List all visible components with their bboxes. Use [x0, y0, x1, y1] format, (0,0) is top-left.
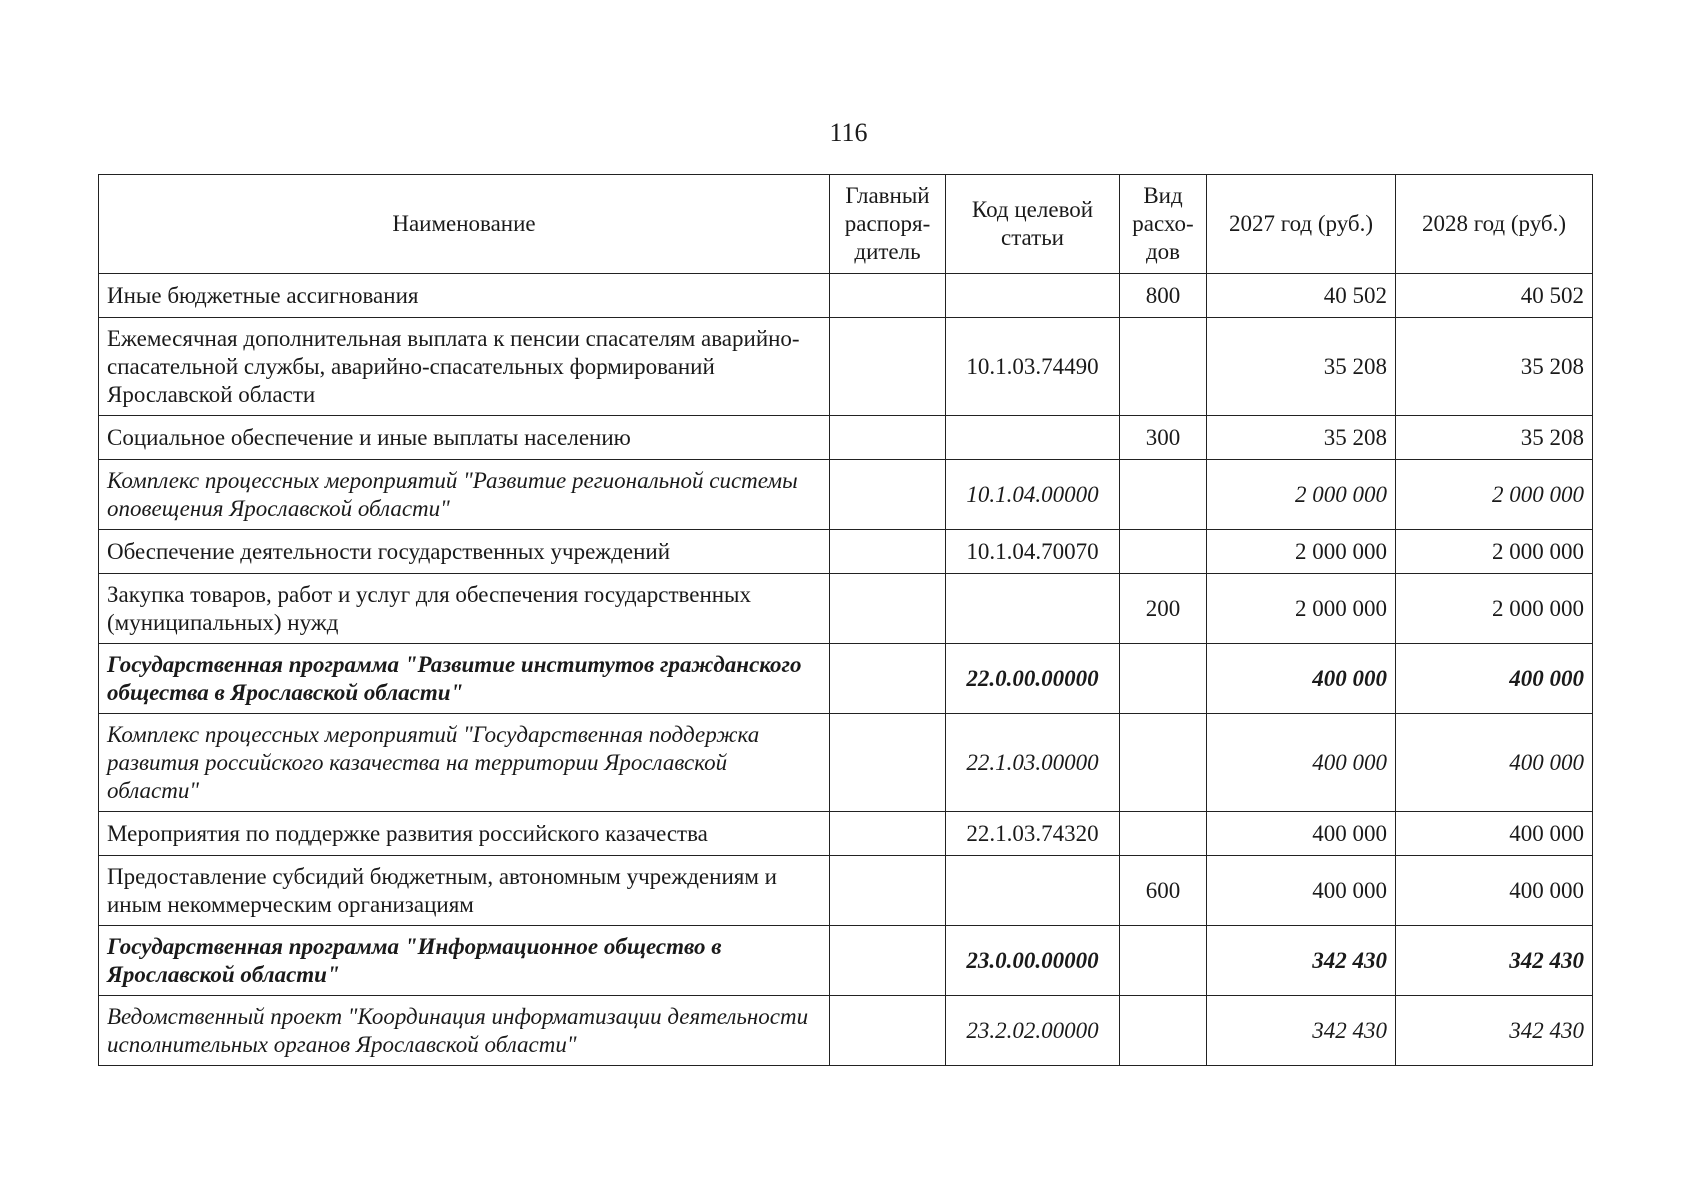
- row-expense-type: 800: [1120, 274, 1207, 318]
- table-header-row: [99, 175, 1593, 274]
- table-row: [99, 714, 1593, 812]
- row-name: Обеспечение деятельности государственных учреждений: [99, 530, 830, 574]
- row-amount-2027: 2 000 000: [1207, 460, 1396, 530]
- row-name: Комплекс процессных мероприятий "Государственная поддержка развития российского казачества на территории Ярославской области": [99, 714, 830, 812]
- row-expense-type: [1120, 996, 1207, 1066]
- table-row: [99, 416, 1593, 460]
- table-row: [99, 274, 1593, 318]
- row-name: Предоставление субсидий бюджетным, автономным учреждениям и иным некоммерческим организациям: [99, 856, 830, 926]
- row-amount-2027: 35 208: [1207, 318, 1396, 416]
- row-amount-2027: 2 000 000: [1207, 574, 1396, 644]
- row-amount-2028: 342 430: [1396, 926, 1593, 996]
- row-expense-type: [1120, 460, 1207, 530]
- row-expense-type: [1120, 318, 1207, 416]
- row-target-code: 10.1.03.74490: [946, 318, 1120, 416]
- row-target-code: [946, 416, 1120, 460]
- row-name: Мероприятия по поддержке развития российского казачества: [99, 812, 830, 856]
- row-name: Закупка товаров, работ и услуг для обеспечения государственных (муниципальных) нужд: [99, 574, 830, 644]
- row-main-manager: [830, 460, 946, 530]
- table-row: [99, 318, 1593, 416]
- row-main-manager: [830, 530, 946, 574]
- row-target-code: [946, 274, 1120, 318]
- row-amount-2028: 342 430: [1396, 996, 1593, 1066]
- row-target-code: 23.2.02.00000: [946, 996, 1120, 1066]
- row-target-code: 22.1.03.74320: [946, 812, 1120, 856]
- header-expense-type: Вид расхо-дов: [1120, 175, 1207, 274]
- row-amount-2028: 400 000: [1396, 714, 1593, 812]
- row-main-manager: [830, 926, 946, 996]
- row-name: Комплекс процессных мероприятий "Развитие региональной системы оповещения Ярославской области": [99, 460, 830, 530]
- row-expense-type: [1120, 530, 1207, 574]
- row-name: Государственная программа "Развитие институтов гражданского общества в Ярославской области": [99, 644, 830, 714]
- row-amount-2027: 400 000: [1207, 644, 1396, 714]
- row-expense-type: [1120, 714, 1207, 812]
- row-expense-type: 300: [1120, 416, 1207, 460]
- row-target-code: 10.1.04.70070: [946, 530, 1120, 574]
- row-target-code: 23.0.00.00000: [946, 926, 1120, 996]
- row-main-manager: [830, 644, 946, 714]
- row-name: Государственная программа "Информационное общество в Ярославской области": [99, 926, 830, 996]
- row-main-manager: [830, 574, 946, 644]
- header-2027: 2027 год (руб.): [1207, 175, 1396, 274]
- table-row: [99, 574, 1593, 644]
- row-name: Социальное обеспечение и иные выплаты населению: [99, 416, 830, 460]
- table-row: [99, 644, 1593, 714]
- row-expense-type: [1120, 812, 1207, 856]
- table-row: [99, 812, 1593, 856]
- row-amount-2028: 35 208: [1396, 318, 1593, 416]
- row-name: Ежемесячная дополнительная выплата к пенсии спасателям аварийно-спасательной службы, аварийно-спасательных формирований Ярославской области: [99, 318, 830, 416]
- row-target-code: [946, 574, 1120, 644]
- row-main-manager: [830, 812, 946, 856]
- budget-table: [98, 174, 1593, 1066]
- row-amount-2027: 400 000: [1207, 812, 1396, 856]
- row-expense-type: [1120, 926, 1207, 996]
- row-expense-type: 200: [1120, 574, 1207, 644]
- row-main-manager: [830, 996, 946, 1066]
- row-amount-2027: 342 430: [1207, 996, 1396, 1066]
- row-amount-2027: 40 502: [1207, 274, 1396, 318]
- row-amount-2028: 2 000 000: [1396, 530, 1593, 574]
- row-amount-2028: 35 208: [1396, 416, 1593, 460]
- row-amount-2028: 40 502: [1396, 274, 1593, 318]
- table-row: [99, 530, 1593, 574]
- row-amount-2027: 400 000: [1207, 856, 1396, 926]
- page-number: 116: [829, 118, 868, 147]
- row-amount-2027: 400 000: [1207, 714, 1396, 812]
- header-target-code: Код целевой статьи: [946, 175, 1120, 274]
- row-main-manager: [830, 318, 946, 416]
- row-amount-2027: 342 430: [1207, 926, 1396, 996]
- row-name: Иные бюджетные ассигнования: [99, 274, 830, 318]
- row-target-code: 10.1.04.00000: [946, 460, 1120, 530]
- row-main-manager: [830, 274, 946, 318]
- row-amount-2028: 400 000: [1396, 644, 1593, 714]
- row-amount-2028: 2 000 000: [1396, 460, 1593, 530]
- row-amount-2027: 2 000 000: [1207, 530, 1396, 574]
- row-target-code: [946, 856, 1120, 926]
- row-name: Ведомственный проект "Координация информатизации деятельности исполнительных органов Ярославской области": [99, 996, 830, 1066]
- row-expense-type: 600: [1120, 856, 1207, 926]
- row-amount-2028: 400 000: [1396, 812, 1593, 856]
- row-amount-2028: 400 000: [1396, 856, 1593, 926]
- row-target-code: 22.0.00.00000: [946, 644, 1120, 714]
- table-row: [99, 926, 1593, 996]
- row-main-manager: [830, 714, 946, 812]
- table-row: [99, 996, 1593, 1066]
- row-amount-2028: 2 000 000: [1396, 574, 1593, 644]
- header-name: Наименование: [99, 175, 830, 274]
- row-amount-2027: 35 208: [1207, 416, 1396, 460]
- row-target-code: 22.1.03.00000: [946, 714, 1120, 812]
- row-main-manager: [830, 416, 946, 460]
- table-row: [99, 460, 1593, 530]
- header-main-manager: Главный распоря-дитель: [830, 175, 946, 274]
- table-row: [99, 856, 1593, 926]
- header-2028: 2028 год (руб.): [1396, 175, 1593, 274]
- row-main-manager: [830, 856, 946, 926]
- row-expense-type: [1120, 644, 1207, 714]
